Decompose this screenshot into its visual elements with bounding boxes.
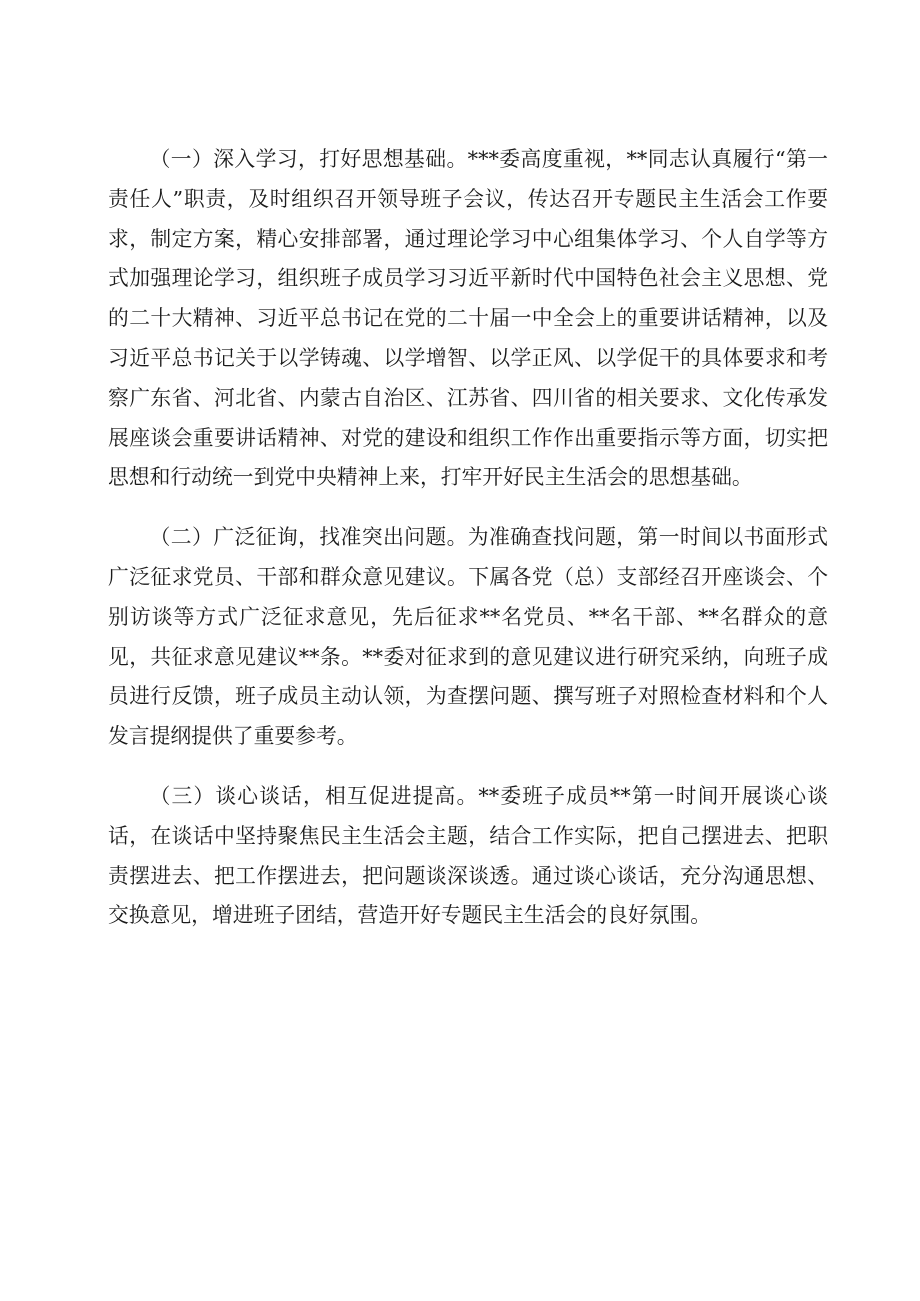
paragraph-heart-to-heart-talks: （三）谈心谈话，相互促进提高。**委班子成员**第一时间开展谈心谈话，在谈话中坚持聚焦民主生活会主题，结合工作实际，把自己摆进去、把职责摆进去、把工作摆进去，把问题谈深谈透。通过谈心谈话，充分沟通思想、交换意见，增进班子团结，营造开好专题民主生活会的良好氛围。 [108,783,828,928]
document-body [108,140,828,956]
paragraph-wide-consultation: （二）广泛征询，找准突出问题。为准确查找问题，第一时间以书面形式广泛征求党员、干部和群众意见建议。下属各党（总）支部经召开座谈会、个别访谈等方式广泛征求意见，先后征求**名党员、**名干部、**名群众的意见，共征求意见建议**条。**委对征求到的意见建议进行研究采纳，向班子成员进行反馈，班子成员主动认领，为查摆问题、撰写班子对照检查材料和个人发言提纲提供了重要参考。 [108,525,828,749]
paragraph-deep-study: （一）深入学习，打好思想基础。***委高度重视，**同志认真履行“第一责任人”职责，及时组织召开领导班子会议，传达召开专题民主生活会工作要求，制定方案，精心安排部署，通过理论学习中心组集体学习、个人自学等方式加强理论学习，组织班子成员学习习近平新时代中国特色社会主义思想、党的二十大精神、习近平总书记在党的二十届一中全会上的重要讲话精神，以及习近平总书记关于以学铸魂、以学增智、以学正风、以学促干的具体要求和考察广东省、河北省、内蒙古自治区、江苏省、四川省的相关要求、文化传承发展座谈会重要讲话精神、对党的建设和组织工作作出重要指示等方面，切实把思想和行动统一到党中央精神上来，打牢开好民主生活会的思想基础。 [108,147,828,490]
